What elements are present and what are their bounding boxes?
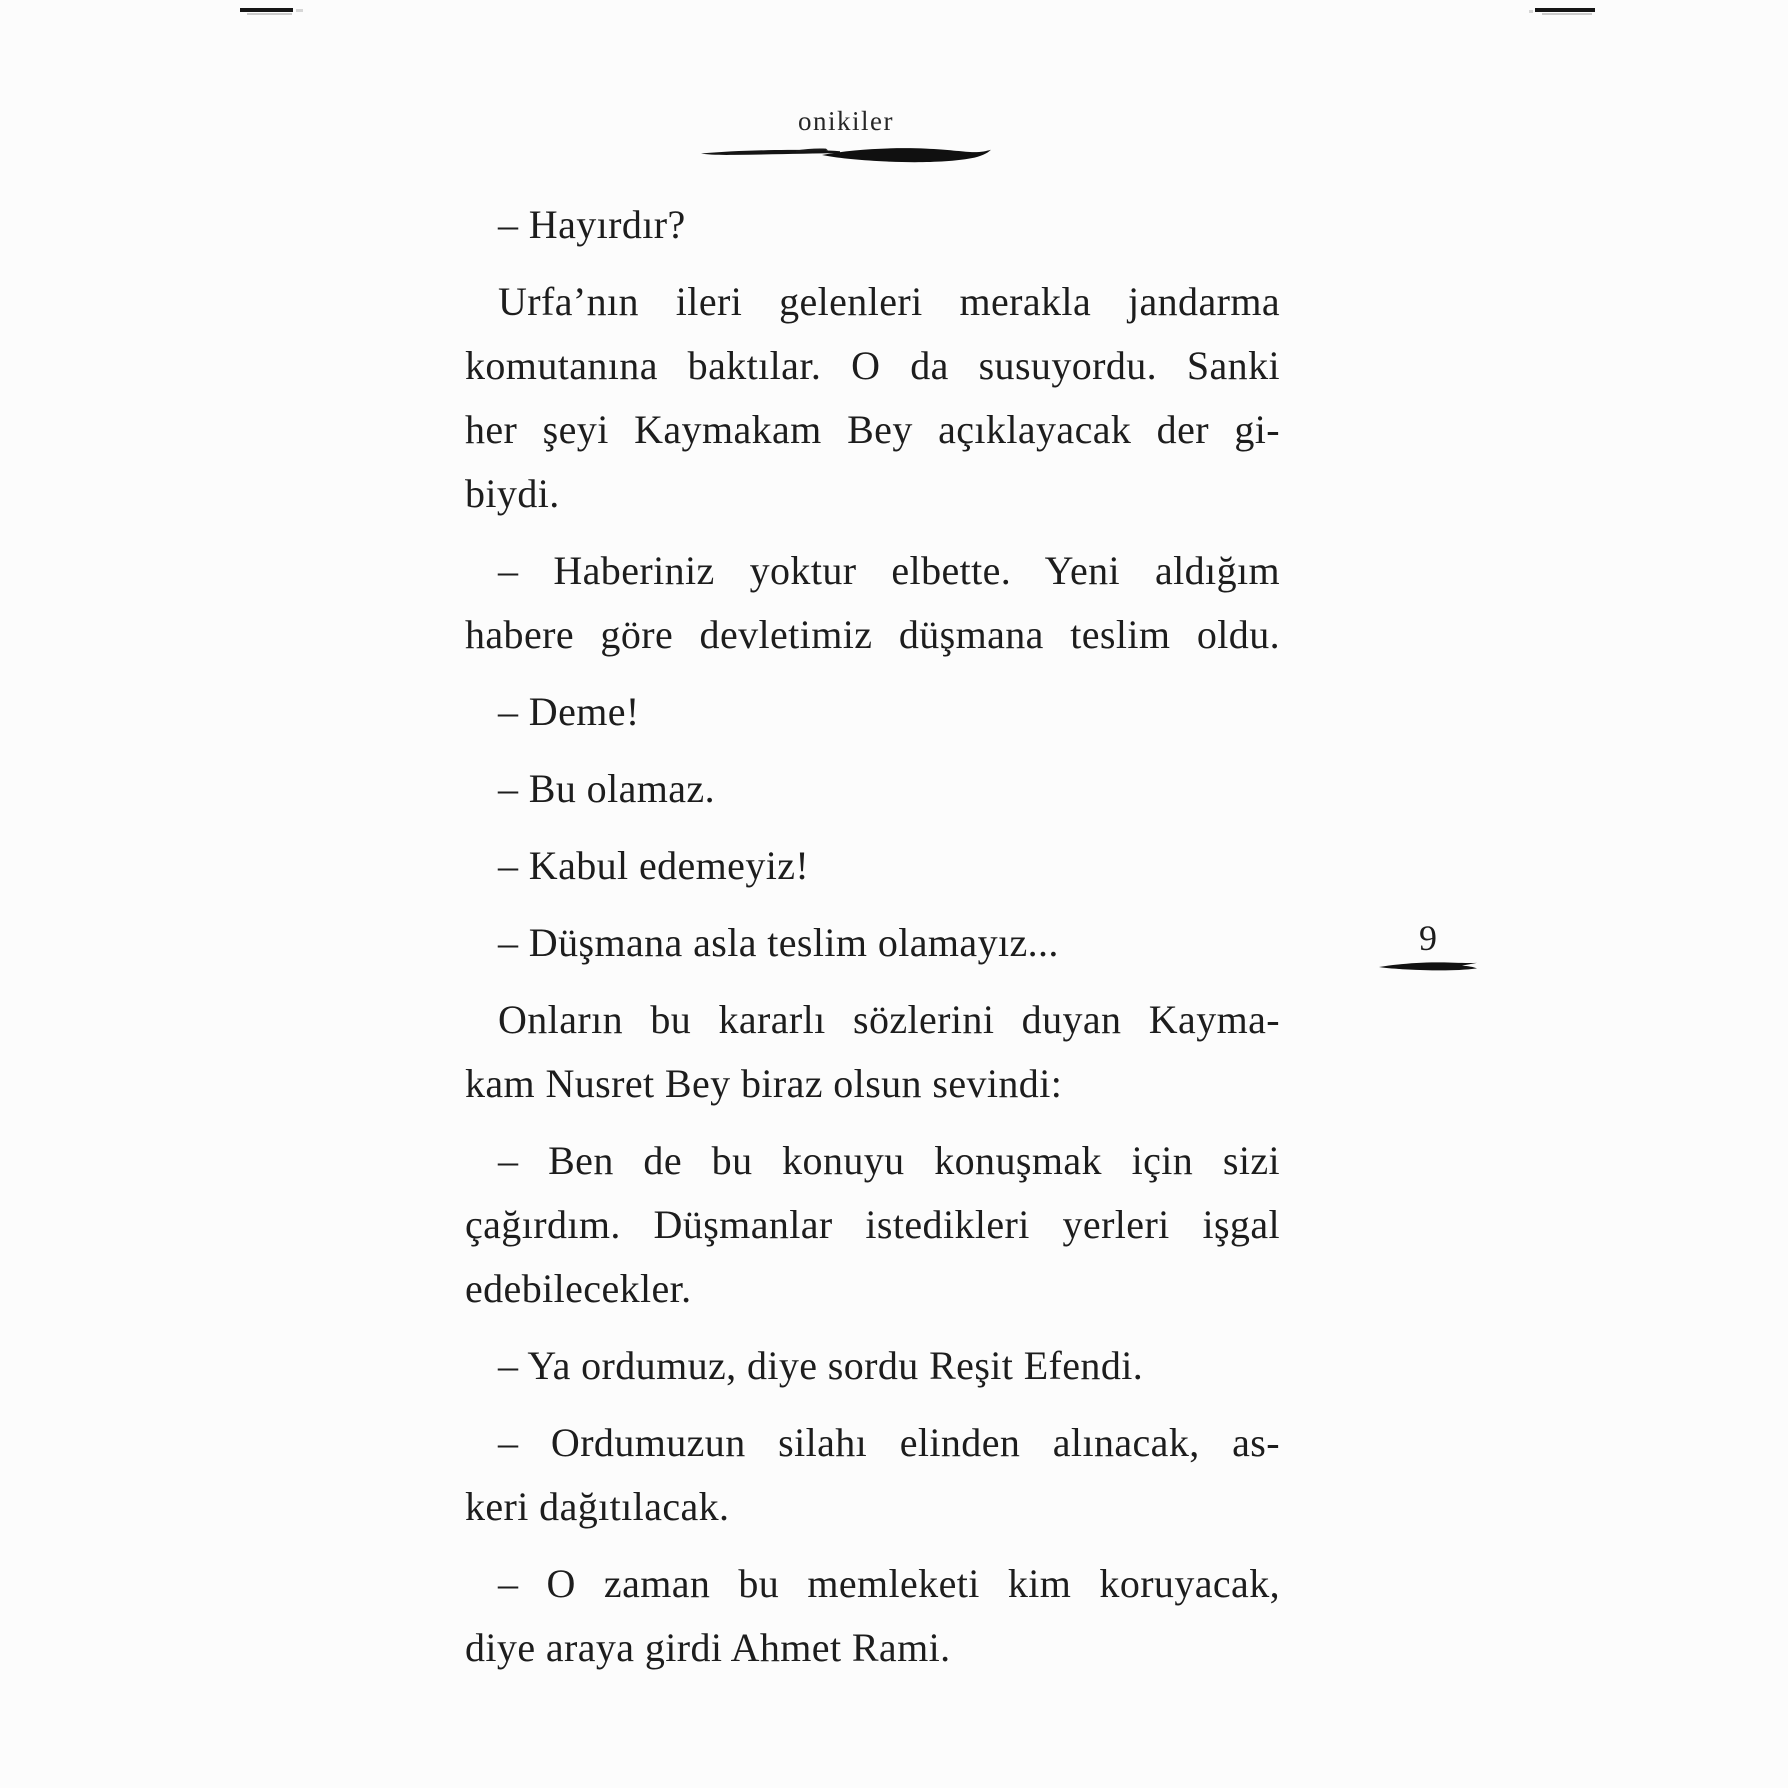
trim-mark-right <box>1528 0 1608 20</box>
trim-rule-icon <box>1535 8 1595 12</box>
text-line: her şeyi Kaymakam Bey açıklayacak der gi- <box>465 407 1280 452</box>
paragraph <box>465 680 1280 744</box>
paragraph <box>465 1129 1280 1321</box>
paragraph <box>465 1411 1280 1539</box>
text-line: kam Nusret Bey biraz olsun sevindi: <box>465 1061 1063 1106</box>
text-line: çağırdım. Düşmanlar istedikleri yerleri işgal <box>465 1202 1280 1247</box>
trim-mark-left <box>238 0 308 20</box>
text-line: – Deme! <box>498 689 640 734</box>
text-line: – Bu olamaz. <box>498 766 715 811</box>
paragraph <box>465 911 1280 975</box>
body-text <box>465 193 1280 1693</box>
text-line: Onların bu kararlı sözlerini duyan Kayma- <box>498 997 1280 1042</box>
paragraph <box>465 193 1280 257</box>
text-line: – Ordumuzun silahı elinden alınacak, as- <box>498 1420 1280 1465</box>
text-line: Urfa’nın ileri gelenleri merakla jandarma <box>498 279 1280 324</box>
paragraph <box>465 1334 1280 1398</box>
text-line: – Ben de bu konuyu konuşmak için sizi <box>498 1138 1280 1183</box>
trim-rule-icon <box>240 8 293 12</box>
trim-tick-icon <box>296 9 303 12</box>
text-line: keri dağıtılacak. <box>465 1484 730 1529</box>
page-number-block <box>1378 918 1478 976</box>
text-line: edebilecekler. <box>465 1266 692 1311</box>
text-line: biydi. <box>465 471 560 516</box>
paragraph <box>465 757 1280 821</box>
text-line: – Hayırdır? <box>498 202 686 247</box>
paragraph <box>465 834 1280 898</box>
text-line: – Haberiniz yoktur elbette. Yeni aldığım <box>498 548 1280 593</box>
paragraph <box>465 539 1280 667</box>
text-line: – Ya ordumuz, diye sordu Reşit Efendi. <box>498 1343 1144 1388</box>
text-line: – Kabul edemeyiz! <box>498 843 810 888</box>
paragraph <box>465 988 1280 1116</box>
text-line: – Düşmana asla teslim olamayız... <box>498 920 1059 965</box>
running-header <box>700 104 992 167</box>
brush-stroke-ornament-icon <box>700 141 992 167</box>
text-line: – O zaman bu memleketi kim koruyacak, <box>498 1561 1280 1606</box>
trim-rule-shadow-icon <box>1542 13 1592 15</box>
text-line: diye araya girdi Ahmet Rami. <box>465 1625 951 1670</box>
text-line: habere göre devletimiz düşmana teslim oldu. <box>465 612 1280 657</box>
trim-rule-shadow-icon <box>247 13 292 15</box>
page-number: 9 <box>1419 918 1437 958</box>
trim-tick-icon <box>1529 10 1533 13</box>
paragraph <box>465 270 1280 526</box>
paragraph <box>465 1552 1280 1680</box>
text-line: komutanına baktılar. O da susuyordu. Sanki <box>465 343 1280 388</box>
chapter-title: onikiler <box>798 106 894 136</box>
